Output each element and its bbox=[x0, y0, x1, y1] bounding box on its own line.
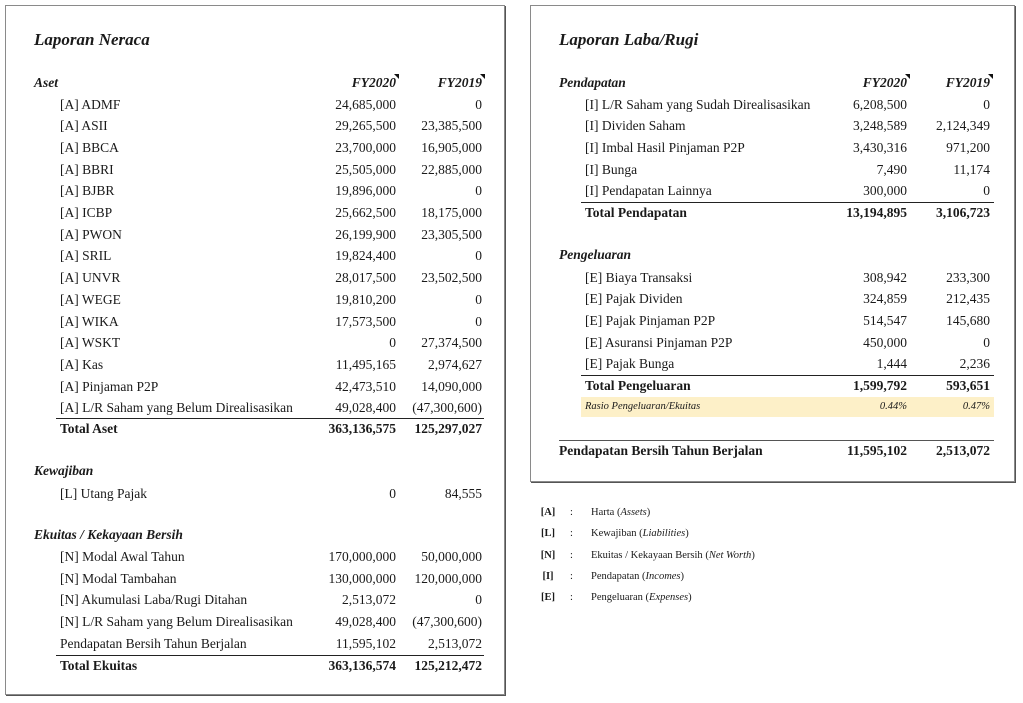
table-row bbox=[34, 354, 484, 376]
assets-header-row bbox=[34, 72, 484, 94]
value-fy2020: 170,000,000 bbox=[328, 549, 396, 564]
assets-section-label: Aset bbox=[34, 75, 59, 90]
table-row bbox=[34, 311, 484, 333]
value-fy2019: 23,305,500 bbox=[421, 226, 482, 242]
table-row bbox=[559, 137, 994, 159]
ratio-fy2020: 0.44% bbox=[879, 401, 907, 412]
value-fy2019: 50,000,000 bbox=[421, 549, 482, 564]
value-fy2020: 3,430,316 bbox=[853, 139, 907, 155]
row-label: [E] Asuransi Pinjaman P2P bbox=[585, 334, 733, 350]
total-label: Total Pendapatan bbox=[585, 205, 687, 220]
balance-sheet-panel bbox=[5, 5, 505, 695]
value-fy2019: 0 bbox=[475, 291, 482, 307]
table-row bbox=[559, 332, 994, 354]
value-fy2020: 2,513,072 bbox=[342, 592, 396, 608]
balance-sheet-title: Laporan Neraca bbox=[34, 30, 150, 49]
row-label: [N] L/R Saham yang Belum Direalisasikan bbox=[60, 614, 293, 630]
ratio-label: Rasio Pengeluaran/Ekuitas bbox=[585, 401, 701, 412]
income-section-label: Pendapatan bbox=[559, 75, 626, 90]
row-label: [A] WIKA bbox=[60, 313, 119, 329]
legend-colon: : bbox=[570, 507, 573, 518]
value-fy2020: 11,495,165 bbox=[335, 356, 396, 372]
table-row bbox=[559, 288, 994, 310]
total-fy2019: 125,212,472 bbox=[414, 657, 482, 673]
table-row bbox=[34, 376, 484, 398]
value-fy2020: 23,700,000 bbox=[335, 139, 396, 155]
table-row bbox=[559, 353, 994, 375]
row-label: [E] Pajak Bunga bbox=[585, 356, 675, 372]
row-label: [A] BJBR bbox=[60, 183, 115, 199]
table-row bbox=[34, 94, 484, 116]
table-row bbox=[559, 267, 994, 289]
row-label: [E] Pajak Dividen bbox=[585, 291, 683, 307]
row-label: [A] ASII bbox=[60, 118, 108, 134]
value-fy2019: 971,200 bbox=[946, 139, 990, 155]
legend bbox=[536, 502, 836, 612]
expense-ratio-row bbox=[581, 397, 994, 417]
value-fy2019: 0 bbox=[475, 183, 482, 199]
row-label: [I] L/R Saham yang Sudah Direalisasikan bbox=[585, 96, 811, 112]
legend-description: Pendapatan (Incomes) bbox=[591, 570, 685, 582]
table-row bbox=[34, 267, 484, 289]
total-row bbox=[34, 655, 484, 677]
legend-description: Harta (Assets) bbox=[591, 507, 651, 518]
legend-description: Ekuitas / Kekayaan Bersih (Net Worth) bbox=[591, 549, 755, 561]
total-label: Total Aset bbox=[60, 421, 118, 436]
row-label: [I] Dividen Saham bbox=[585, 118, 686, 134]
table-row bbox=[34, 289, 484, 311]
value-fy2019: 18,175,000 bbox=[421, 205, 482, 220]
expenses-section-label: Pengeluaran bbox=[559, 247, 632, 262]
table-row bbox=[34, 633, 484, 655]
comment-marker-icon[interactable] bbox=[905, 74, 910, 79]
row-label: [A] UNVR bbox=[60, 270, 121, 286]
total-row bbox=[34, 418, 484, 440]
value-fy2019: 0 bbox=[475, 313, 482, 329]
legend-code: [E] bbox=[541, 592, 555, 604]
value-fy2020: 514,547 bbox=[863, 312, 907, 328]
equity-header-row bbox=[34, 524, 484, 546]
value-fy2019: 0 bbox=[475, 248, 482, 264]
legend-code: [L] bbox=[541, 528, 555, 540]
column-header-fy2019: FY2019 bbox=[945, 75, 990, 90]
row-label: [A] WSKT bbox=[60, 335, 121, 351]
table-row bbox=[34, 546, 484, 568]
value-fy2019: 22,885,000 bbox=[421, 161, 482, 177]
value-fy2020: 130,000,000 bbox=[328, 570, 396, 586]
table-row bbox=[34, 397, 484, 419]
table-row bbox=[34, 589, 484, 611]
ratio-fy2019: 0.47% bbox=[962, 401, 990, 412]
row-label: [N] Modal Awal Tahun bbox=[60, 549, 185, 564]
value-fy2020: 19,810,200 bbox=[335, 291, 396, 307]
row-label: [A] BBCA bbox=[60, 139, 119, 155]
legend-colon: : bbox=[570, 549, 573, 561]
table-row bbox=[34, 137, 484, 159]
table-row bbox=[559, 94, 994, 116]
table-row bbox=[34, 159, 484, 181]
liabilities-header-row bbox=[34, 460, 484, 482]
table-row bbox=[34, 332, 484, 354]
value-fy2020: 450,000 bbox=[863, 334, 907, 350]
value-fy2019: 16,905,000 bbox=[421, 139, 482, 155]
value-fy2020: 300,000 bbox=[863, 183, 907, 199]
row-label: [E] Biaya Transaksi bbox=[585, 269, 693, 285]
row-label: [A] L/R Saham yang Belum Direalisasikan bbox=[60, 400, 293, 416]
row-label: [A] BBRI bbox=[60, 161, 114, 177]
value-fy2020: 3,248,589 bbox=[853, 118, 907, 134]
table-row bbox=[34, 115, 484, 137]
value-fy2019: 2,974,627 bbox=[428, 356, 482, 372]
net-income-row bbox=[559, 440, 994, 462]
equity-section-label: Ekuitas / Kekayaan Bersih bbox=[34, 527, 183, 542]
value-fy2020: 0 bbox=[389, 486, 396, 501]
table-row bbox=[559, 310, 994, 332]
legend-description: Pengeluaran (Expenses) bbox=[591, 592, 692, 604]
row-label: [A] SRIL bbox=[60, 248, 112, 264]
table-row bbox=[34, 568, 484, 590]
total-row bbox=[559, 202, 994, 224]
column-header-fy2020: FY2020 bbox=[862, 75, 907, 90]
value-fy2020: 11,595,102 bbox=[335, 635, 396, 651]
value-fy2020: 42,473,510 bbox=[335, 378, 396, 394]
value-fy2020: 24,685,000 bbox=[335, 96, 396, 112]
total-fy2019: 3,106,723 bbox=[936, 205, 990, 220]
value-fy2019: 23,502,500 bbox=[421, 270, 482, 286]
value-fy2020: 17,573,500 bbox=[335, 313, 396, 329]
net-income-fy2019: 2,513,072 bbox=[936, 443, 990, 458]
value-fy2020: 308,942 bbox=[863, 269, 907, 285]
total-fy2020: 363,136,574 bbox=[328, 657, 396, 673]
row-label: Pendapatan Bersih Tahun Berjalan bbox=[60, 635, 247, 651]
value-fy2020: 26,199,900 bbox=[335, 226, 396, 242]
value-fy2019: 11,174 bbox=[953, 161, 990, 177]
value-fy2020: 49,028,400 bbox=[335, 400, 396, 416]
total-label: Total Pengeluaran bbox=[585, 378, 691, 393]
income-header-row bbox=[559, 72, 994, 94]
legend-code: [N] bbox=[540, 549, 556, 561]
total-fy2019: 593,651 bbox=[946, 378, 990, 393]
value-fy2020: 28,017,500 bbox=[335, 270, 396, 286]
liabilities-section-label: Kewajiban bbox=[34, 463, 94, 478]
row-label: [N] Akumulasi Laba/Rugi Ditahan bbox=[60, 592, 248, 608]
row-label: [E] Pajak Pinjaman P2P bbox=[585, 312, 716, 328]
value-fy2019: 2,513,072 bbox=[428, 635, 482, 651]
value-fy2019: 14,090,000 bbox=[421, 378, 482, 394]
value-fy2020: 29,265,500 bbox=[335, 118, 396, 134]
row-label: [A] ICBP bbox=[60, 205, 113, 220]
value-fy2019: 0 bbox=[983, 334, 990, 350]
total-fy2020: 13,194,895 bbox=[846, 205, 907, 220]
value-fy2019: 0 bbox=[983, 96, 990, 112]
table-row bbox=[559, 159, 994, 181]
value-fy2020: 25,505,000 bbox=[335, 161, 396, 177]
value-fy2019: 2,124,349 bbox=[936, 118, 990, 134]
row-label: [A] ADMF bbox=[60, 96, 121, 112]
table-row bbox=[34, 224, 484, 246]
value-fy2019: 27,374,500 bbox=[421, 335, 482, 351]
table-row bbox=[34, 611, 484, 633]
row-label: [A] Pinjaman P2P bbox=[60, 378, 159, 394]
table-row bbox=[559, 180, 994, 202]
table-row bbox=[34, 483, 484, 505]
value-fy2020: 324,859 bbox=[863, 291, 907, 307]
row-label: [I] Pendapatan Lainnya bbox=[585, 183, 712, 199]
value-fy2020: 6,208,500 bbox=[853, 96, 907, 112]
legend-colon: : bbox=[570, 570, 573, 582]
net-income-label: Pendapatan Bersih Tahun Berjalan bbox=[559, 443, 763, 458]
total-row bbox=[559, 375, 994, 397]
row-label: [A] WEGE bbox=[60, 291, 121, 307]
value-fy2020: 7,490 bbox=[876, 161, 907, 177]
table-row bbox=[559, 115, 994, 137]
value-fy2019: 145,680 bbox=[946, 312, 990, 328]
legend-code: [I] bbox=[542, 570, 554, 582]
row-label: [I] Bunga bbox=[585, 161, 638, 177]
value-fy2020: 0 bbox=[389, 335, 396, 351]
income-statement-title: Laporan Laba/Rugi bbox=[559, 30, 699, 49]
comment-marker-icon[interactable] bbox=[988, 74, 993, 79]
column-header-fy2019: FY2019 bbox=[437, 75, 482, 90]
table-row bbox=[34, 245, 484, 267]
legend-colon: : bbox=[570, 528, 573, 540]
row-label: [A] PWON bbox=[60, 226, 122, 242]
total-label: Total Ekuitas bbox=[60, 657, 138, 673]
value-fy2019: 0 bbox=[983, 183, 990, 199]
value-fy2019: 0 bbox=[475, 592, 482, 608]
income-statement-panel bbox=[530, 5, 1015, 482]
row-label: [I] Imbal Hasil Pinjaman P2P bbox=[585, 139, 745, 155]
row-label: [L] Utang Pajak bbox=[60, 486, 147, 501]
total-fy2020: 363,136,575 bbox=[328, 421, 396, 436]
value-fy2020: 1,444 bbox=[876, 356, 907, 372]
value-fy2019: (47,300,600) bbox=[412, 400, 482, 416]
row-label: [N] Modal Tambahan bbox=[60, 570, 177, 586]
total-fy2020: 1,599,792 bbox=[853, 378, 907, 393]
column-header-fy2020: FY2020 bbox=[351, 75, 396, 90]
value-fy2019: 233,300 bbox=[946, 269, 990, 285]
value-fy2019: 2,236 bbox=[959, 356, 990, 372]
row-label: [A] Kas bbox=[60, 356, 104, 372]
value-fy2020: 25,662,500 bbox=[335, 205, 396, 220]
expenses-header-row bbox=[559, 244, 994, 266]
value-fy2020: 49,028,400 bbox=[335, 614, 396, 630]
legend-code: [A] bbox=[540, 507, 556, 518]
legend-description: Kewajiban (Liabilities) bbox=[591, 528, 689, 540]
legend-colon: : bbox=[570, 592, 573, 604]
value-fy2019: 84,555 bbox=[444, 486, 482, 501]
table-row bbox=[34, 202, 484, 224]
value-fy2019: 23,385,500 bbox=[421, 118, 482, 134]
comment-marker-icon[interactable] bbox=[394, 74, 399, 79]
net-income-fy2020: 11,595,102 bbox=[846, 443, 907, 458]
value-fy2019: 0 bbox=[475, 96, 482, 112]
value-fy2019: 212,435 bbox=[946, 291, 990, 307]
value-fy2020: 19,824,400 bbox=[335, 248, 396, 264]
total-fy2019: 125,297,027 bbox=[414, 421, 482, 436]
table-row bbox=[34, 180, 484, 202]
value-fy2019: (47,300,600) bbox=[412, 614, 482, 630]
value-fy2020: 19,896,000 bbox=[335, 183, 396, 199]
value-fy2019: 120,000,000 bbox=[414, 570, 482, 586]
comment-marker-icon[interactable] bbox=[480, 74, 485, 79]
